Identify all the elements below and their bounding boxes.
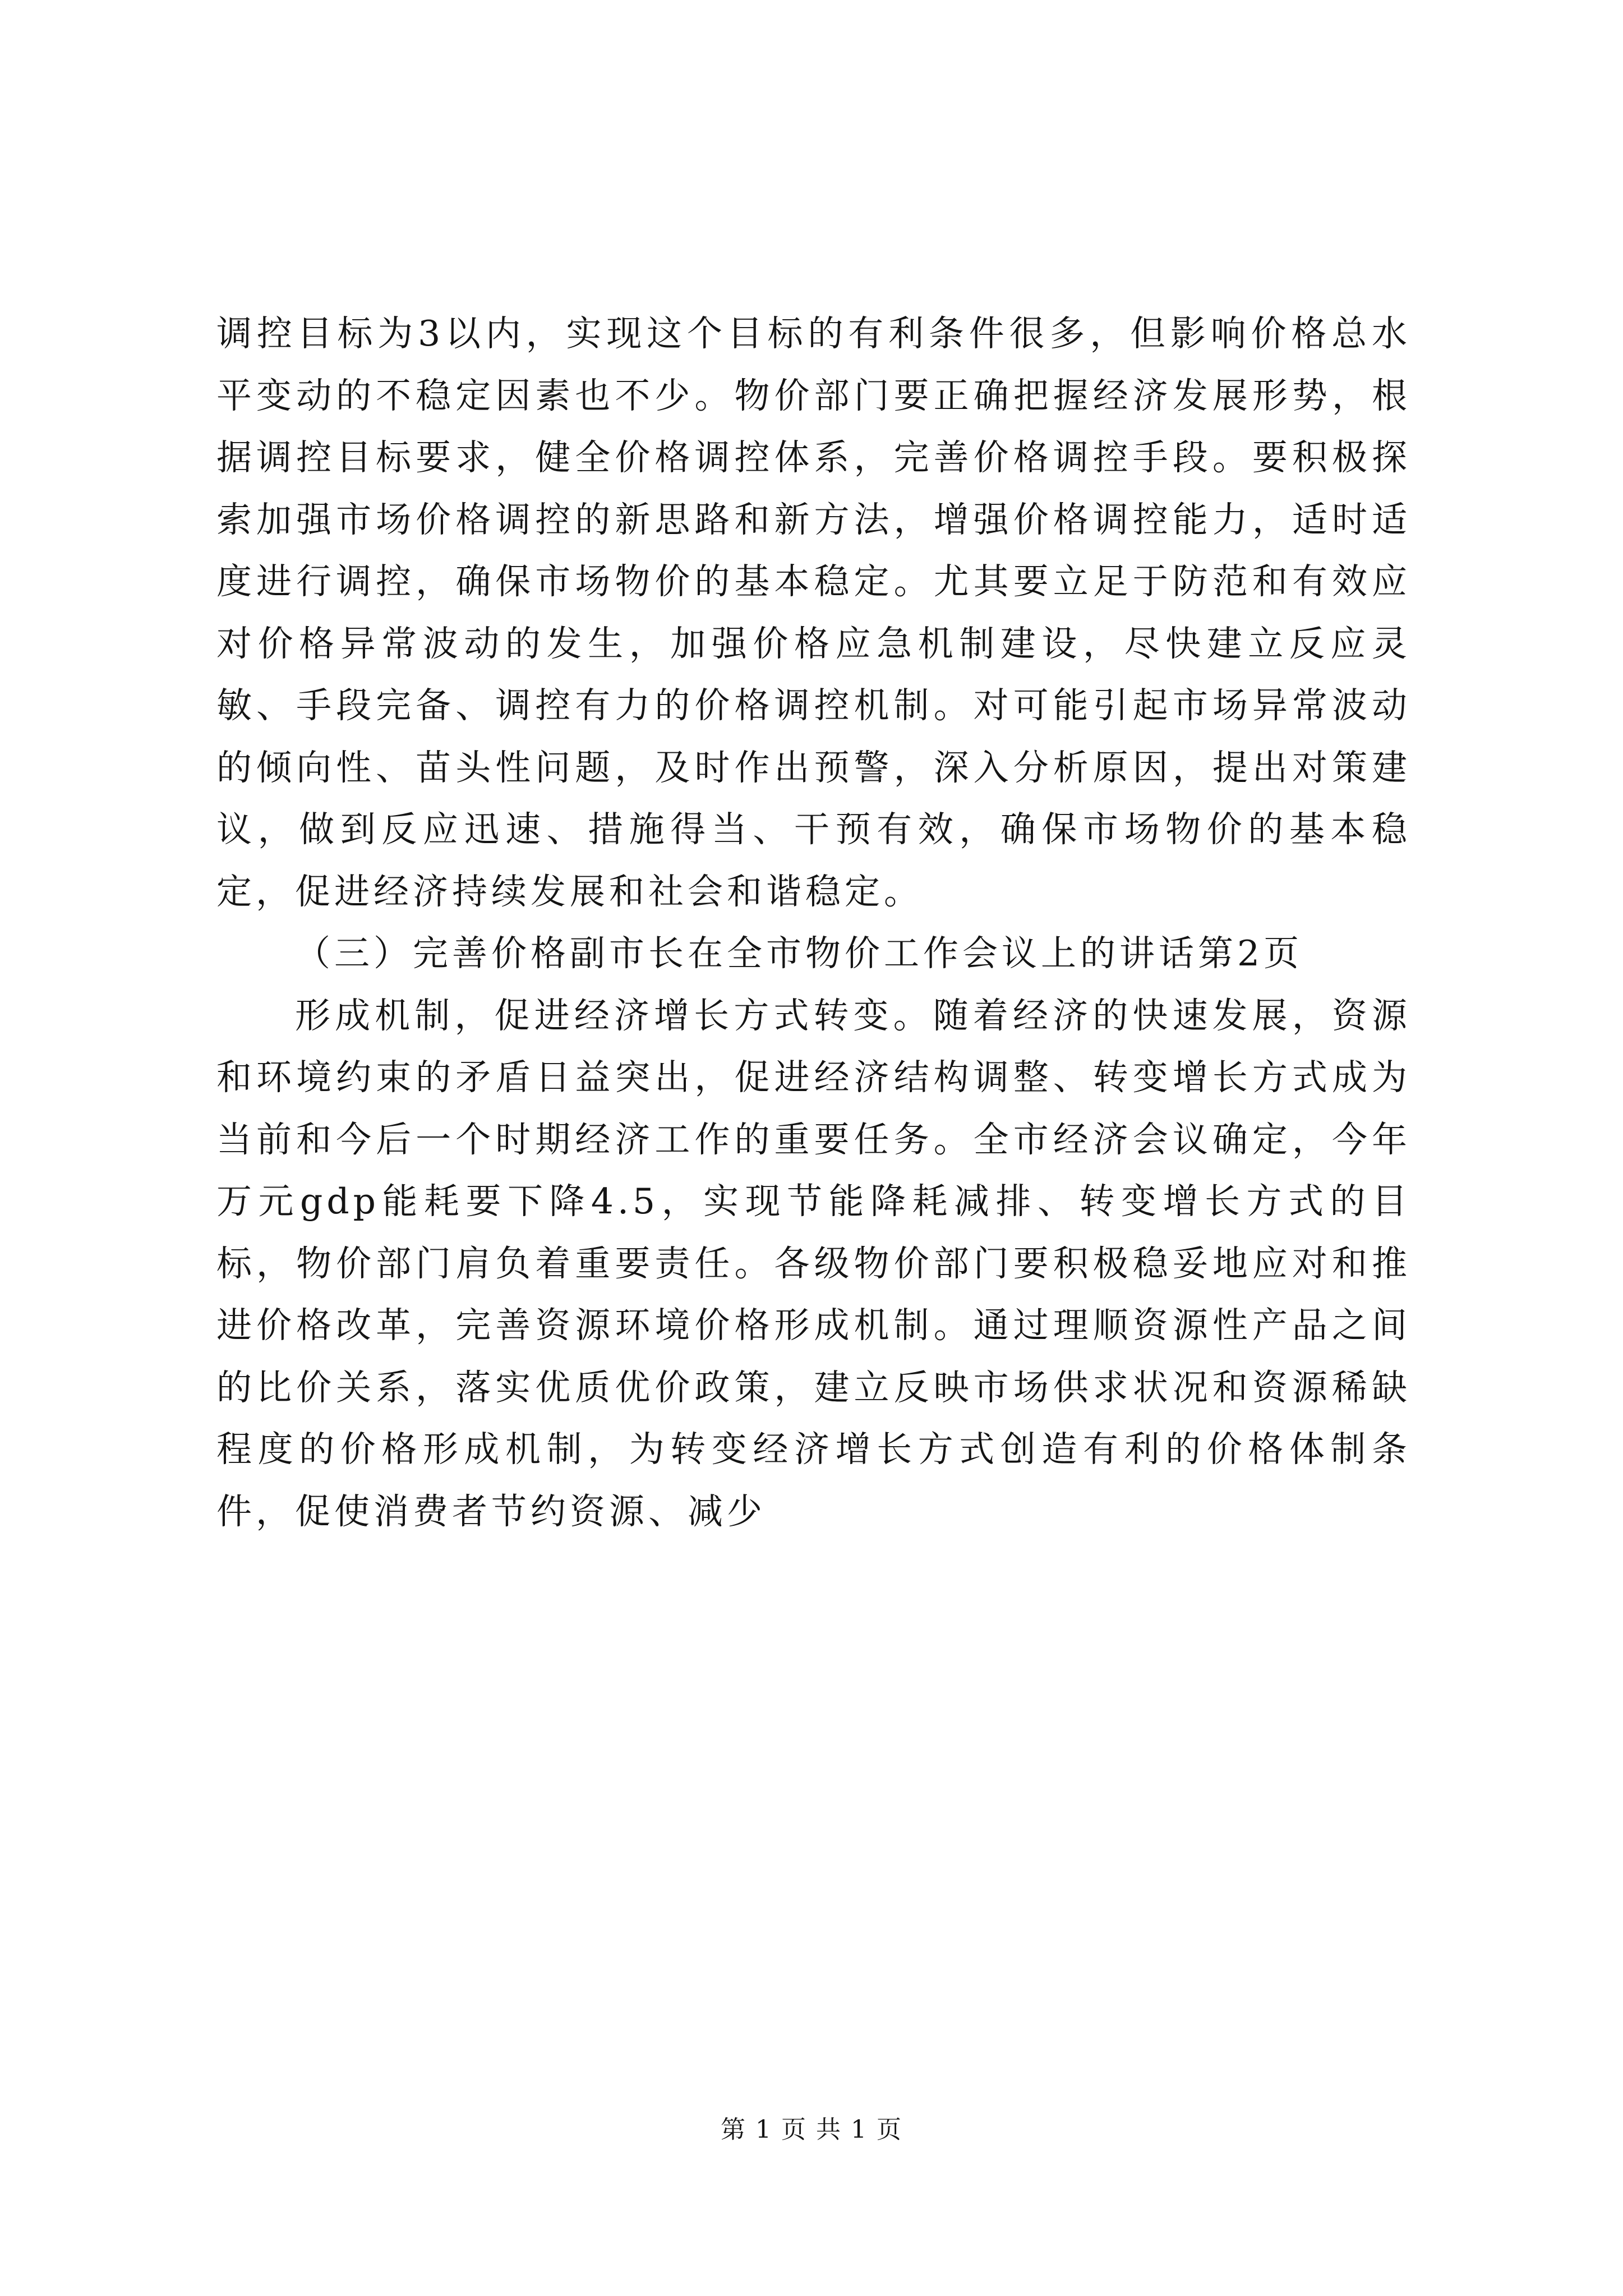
paragraph-growth-mode: 形成机制，促进经济增长方式转变。随着经济的快速发展，资源和环境约束的矛盾日益突出，促进经济结构调整、转变增长方式成为当前和今后一个时期经济工作的重要任务。全市经济会议确定，今年万元gdp能耗要下降4.5，实现节能降耗减排、转变增长方式的目标，物价部门肩负着重要责任。各级物价部门要积极稳妥地应对和推进价格改革，完善资源环境价格形成机制。通过理顺资源性产品之间的比价关系，落实优质优价政策，建立反映市场供求状况和资源稀缺程度的价格形成机制，为转变经济增长方式创造有利的价格体制条件，促使消费者节约资源、减少 — [216, 995, 1411, 1532]
section-heading-three: （三）完善价格副市长在全市物价工作会议上的讲话第2页 — [295, 933, 1303, 974]
paragraph-price-control: 调控目标为3以内，实现这个目标的有利条件很多，但影响价格总水平变动的不稳定因素也不少。物价部门要正确把握经济发展形势，根据调控目标要求，健全价格调控体系，完善价格调控手段。要积极探索加强市场价格调控的新思路和新方法，增强价格调控能力，适时适度进行调控，确保市场物价的基本稳定。尤其要立足于防范和有效应对价格异常波动的发生，加强价格应急机制建设，尽快建立反应灵敏、手段完备、调控有力的价格调控机制。对可能引起市场异常波动的倾向性、苗头性问题，及时作出预警，深入分析原因，提出对策建议，做到反应迅速、措施得当、干预有效，确保市场物价的基本稳定，促进经济持续发展和社会和谐稳定。 — [216, 313, 1411, 912]
document-body — [216, 303, 1411, 1543]
page-footer: 第 1 页 共 1 页 — [721, 2115, 902, 2144]
